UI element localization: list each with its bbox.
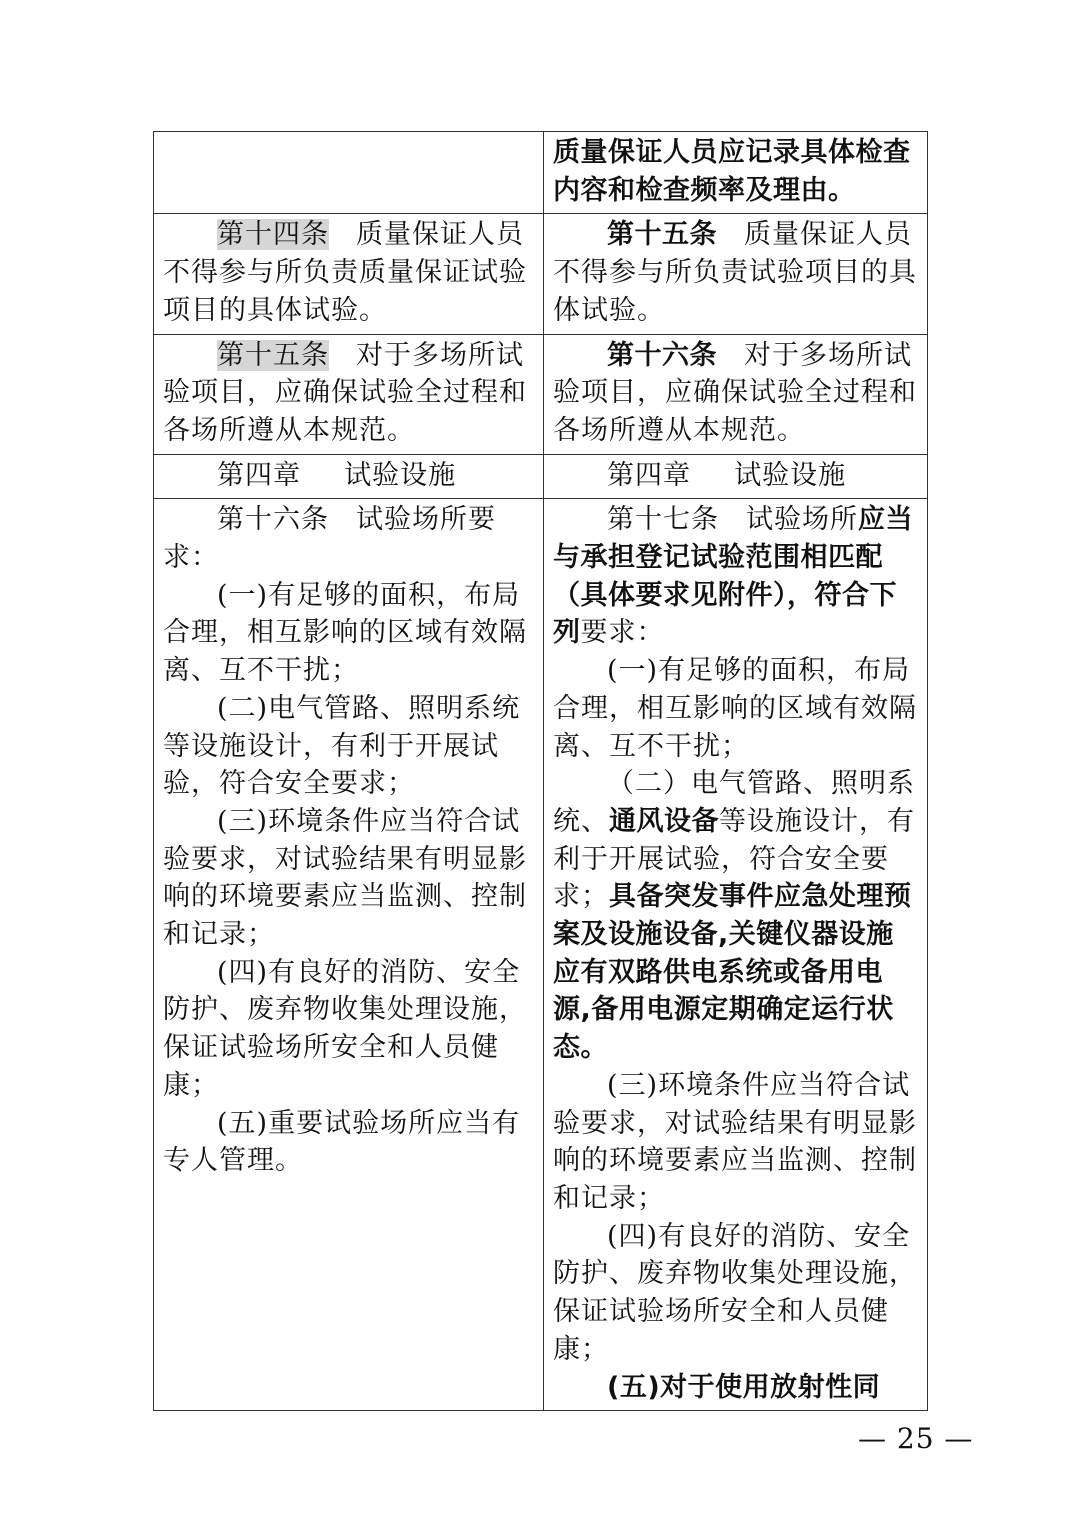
new-text-cell: [544, 499, 928, 1411]
new-text-cell: [544, 214, 928, 334]
old-text-cell: [154, 454, 544, 499]
page-number: — 25 —: [858, 1422, 974, 1455]
list-item: (五)重要试验场所应当有专人管理。: [163, 1107, 521, 1177]
old-text-cell: [154, 132, 544, 214]
table-row: [154, 132, 928, 214]
list-item: 等设施设计，有利于开展试验，符合安全要求；: [553, 805, 915, 913]
list-item: (四)有良好的消防、安全防护、废弃物收集处理设施，保证试验场所安全和人员健康；: [553, 1220, 917, 1365]
article-heading: 第十六条: [217, 504, 329, 536]
article-text: 对于多场所试验项目，应确保试验全过程和各场所遵从本规范。: [553, 339, 917, 446]
paragraph: 质量保证人员应记录具体检查内容和检查频率及理由。: [553, 137, 911, 206]
list-item: (三)环境条件应当符合试验要求，对试验结果有明显影响的环境要素应当监测、控制和记录；: [553, 1069, 917, 1214]
table-row: [154, 214, 928, 334]
added-text: 具备突发事件应急处理预案及设施设备,关键仪器设施应有双路供电系统或备用电源,备用电源定期确定运行状态。: [553, 881, 912, 1064]
added-text: 应当与承担登记试验范围相匹配（具体要求见附件），符合下列: [553, 504, 913, 649]
old-text-cell: [154, 334, 544, 454]
list-item: (一)有足够的面积，布局合理，相互影响的区域有效隔离、互不干扰；: [163, 579, 527, 687]
table-row: [154, 334, 928, 454]
article-heading-highlighted: 第十四条: [217, 219, 329, 251]
article-text: 质量保证人员不得参与所负责质量保证试验项目的具体试验。: [163, 219, 527, 326]
article-text: 质量保证人员不得参与所负责试验项目的具体试验。: [553, 219, 917, 326]
list-item: (一)有足够的面积，布局合理，相互影响的区域有效隔离、互不干扰；: [553, 655, 917, 762]
chapter-title: 试验设施: [734, 459, 847, 491]
new-text-cell: [544, 334, 928, 454]
article-heading: 第十七条: [607, 504, 719, 536]
chapter-title: 试验设施: [344, 459, 457, 491]
list-item: (二)电气管路、照明系统等设施设计，有利于开展试验，符合安全要求；: [163, 692, 521, 800]
list-item: (四)有良好的消防、安全防护、废弃物收集处理设施，保证试验场所安全和人员健康；: [163, 956, 527, 1101]
new-text-cell: [544, 132, 928, 214]
added-text: (五)对于使用放射性同: [607, 1371, 881, 1403]
old-text-cell: [154, 214, 544, 334]
list-item: (三)环境条件应当符合试验要求，对试验结果有明显影响的环境要素应当监测、控制和记录；: [163, 805, 527, 951]
old-text-cell: [154, 499, 544, 1411]
table-row: [154, 454, 928, 499]
chapter-number: 第四章: [217, 459, 301, 491]
article-heading: 第十五条: [607, 219, 717, 251]
chapter-number: 第四章: [607, 459, 691, 491]
new-text-cell: [544, 454, 928, 499]
article-text: 对于多场所试验项目，应确保试验全过程和各场所遵从本规范。: [163, 339, 527, 446]
article-text: 试验场所: [746, 504, 858, 536]
article-heading: 第十六条: [607, 339, 717, 371]
added-text: 通风设备: [609, 805, 719, 837]
article-heading-highlighted: 第十五条: [217, 339, 329, 371]
comparison-table: [153, 131, 928, 1411]
article-text: 要求：: [580, 617, 665, 649]
table-row: [154, 499, 928, 1411]
article-text: 试验场所要求：: [163, 504, 496, 574]
list-item: （二）电气管路、照明系统、: [553, 768, 915, 837]
